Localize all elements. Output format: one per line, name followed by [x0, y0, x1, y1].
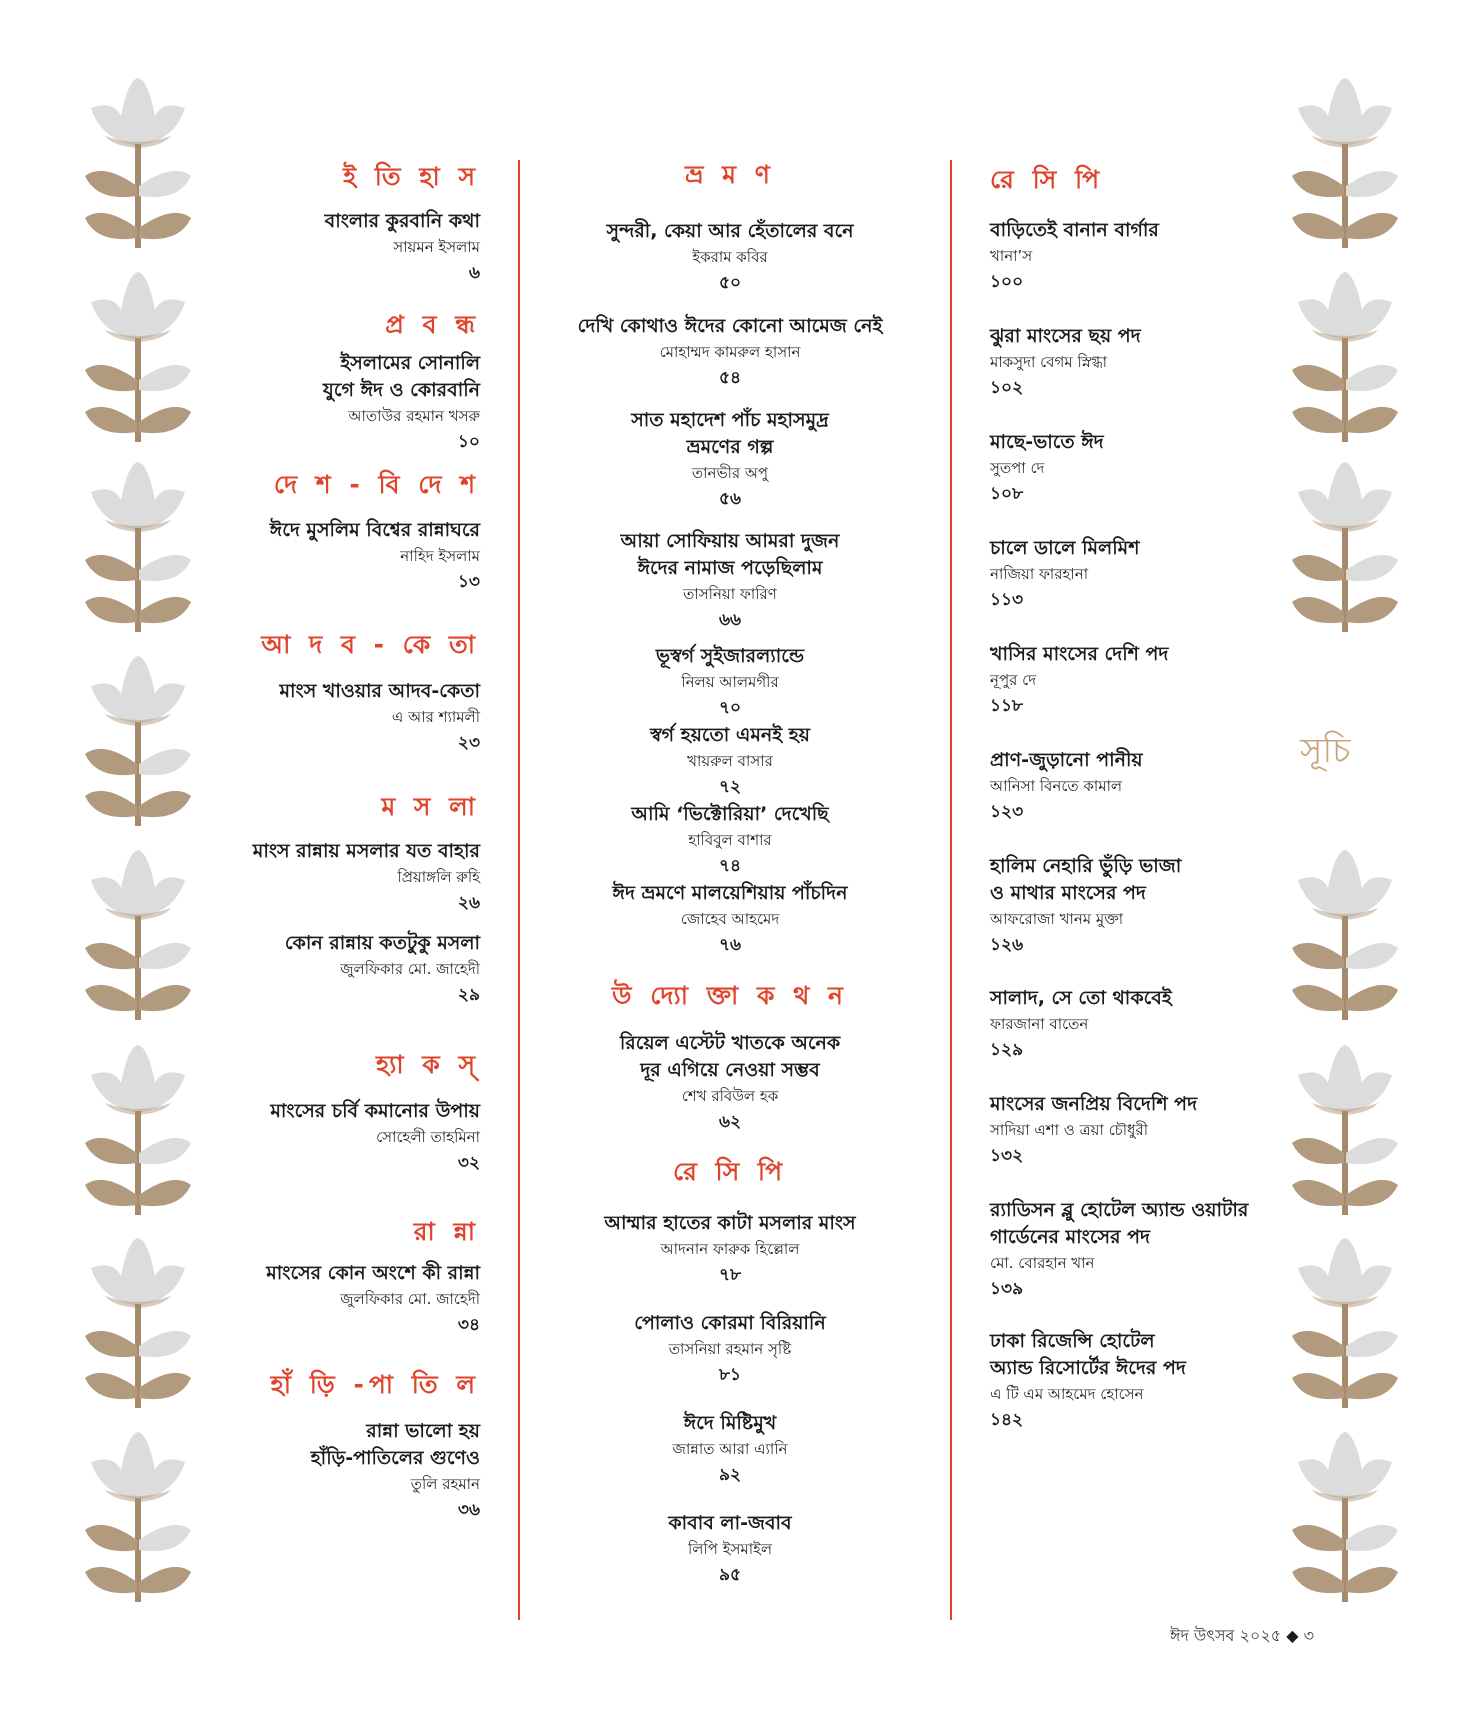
entry-title: মাংসের চর্বি কমানোর উপায়	[270, 1100, 480, 1122]
entry-title: আম্মার হাতের কাটা মসলার মাংস	[604, 1212, 856, 1234]
section-heading: উ দ্যো ক্তা ক থ ন	[612, 981, 848, 1010]
entry-author: জোহেব আহমেদ	[680, 910, 780, 928]
entry-title	[530, 1030, 930, 1084]
entry-title	[990, 853, 1290, 907]
entry-author: ফারজানা বাতেন	[990, 1015, 1089, 1033]
section-heading: রা ন্না	[413, 1217, 480, 1246]
entry-page: ১৪২	[990, 1410, 1024, 1430]
entry-title-line: গার্ডেনের মাংসের পদ	[990, 1226, 1150, 1248]
entry-author: এ টি এম আহমেদ হোসেন	[990, 1385, 1144, 1403]
entry-author: মো. বোরহান খান	[990, 1254, 1095, 1272]
toc-entry[interactable]	[530, 880, 930, 959]
entry-page: ৬২	[718, 1112, 742, 1132]
toc-entry[interactable]	[170, 1098, 480, 1177]
entry-title: প্রাণ-জুড়ানো পানীয়	[990, 749, 1143, 771]
entry-title-line: অ্যান্ড রিসোর্টের ঈদের পদ	[990, 1357, 1186, 1379]
entry-page: ৬	[468, 263, 480, 283]
entry-page: ২৩	[457, 733, 480, 753]
section-heading: হাঁ ড়ি -পা তি ল	[270, 1370, 480, 1399]
flower-decoration	[1290, 78, 1400, 248]
entry-title: মাংসের জনপ্রিয় বিদেশি পদ	[990, 1093, 1198, 1115]
entry-author: মাকসুদা বেগম স্নিগ্ধা	[990, 353, 1107, 371]
entry-title	[990, 1197, 1290, 1251]
toc-entry[interactable]	[990, 985, 1290, 1064]
flower-decoration	[1290, 1238, 1400, 1408]
section-heading: আ দ ব - কে তা	[261, 630, 480, 659]
entry-title-line: হালিম নেহারি ভুঁড়ি ভাজা	[990, 855, 1182, 877]
entry-author: সাদিয়া এশা ও ত্রয়া চৌধুরী	[990, 1121, 1148, 1139]
entry-author: আফরোজা খানম মুক্তা	[990, 910, 1124, 928]
entry-author: তুলি রহমান	[410, 1475, 480, 1493]
entry-title-line: রিয়েল এস্টেট খাতকে অনেক	[619, 1032, 841, 1054]
toc-entry[interactable]	[990, 429, 1290, 508]
entry-page: ৩২	[457, 1153, 480, 1173]
entry-title: মাংস রান্নায় মসলার যত বাহার	[252, 840, 480, 862]
footer-page-number: ৩	[1303, 1626, 1315, 1645]
entry-page: ৬৬	[718, 610, 742, 630]
toc-entry[interactable]	[170, 930, 480, 1009]
toc-entry[interactable]	[530, 643, 930, 722]
entry-title-line: ঢাকা রিজেন্সি হোটেল	[990, 1330, 1155, 1352]
toc-entry[interactable]	[990, 747, 1290, 826]
entry-author: লিপি ইসমাইল	[687, 1540, 773, 1558]
divider-line-right	[950, 160, 952, 1620]
entry-author: সুতপা দে	[990, 459, 1045, 477]
flower-decoration	[1290, 1045, 1400, 1215]
toc-entry[interactable]	[530, 1310, 930, 1389]
entry-title-line: আয়া সোফিয়ায় আমরা দুজন	[620, 530, 840, 552]
entry-title	[530, 407, 930, 461]
section-heading: রে সি পি	[990, 165, 1105, 194]
entry-author: আতাউর রহমান খসরু	[348, 407, 480, 425]
entry-title: মাংস খাওয়ার আদব-কেতা	[279, 680, 480, 702]
toc-entry[interactable]	[530, 722, 930, 801]
entry-author: জুলফিকার মো. জাহেদী	[340, 1290, 480, 1308]
entry-author: তানভীর অপু	[691, 464, 769, 482]
entry-author: সোহেলী তাহমিনা	[376, 1128, 480, 1146]
entry-page: ৭২	[718, 777, 742, 797]
toc-entry[interactable]	[990, 1197, 1290, 1303]
entry-author: আনিসা বিনতে কামাল	[990, 777, 1123, 795]
entry-page: ২৯	[457, 985, 480, 1005]
entry-title-line: রান্না ভালো হয়	[366, 1420, 480, 1442]
toc-entry[interactable]	[170, 517, 480, 596]
toc-entry[interactable]	[530, 1410, 930, 1489]
entry-author: তাসনিয়া রহমান সৃষ্টি	[668, 1340, 792, 1358]
entry-page: ২৬	[457, 893, 480, 913]
entry-title: কোন রান্নায় কতটুকু মসলা	[284, 932, 480, 954]
flower-decoration	[1290, 272, 1400, 442]
index-title: সূচি	[1300, 731, 1351, 771]
entry-author: নিলয় আলমগীর	[681, 673, 779, 691]
entry-title-line: ঈদের নামাজ পড়েছিলাম	[637, 557, 823, 579]
toc-entry[interactable]	[530, 801, 930, 880]
entry-author: এ আর শ্যামলী	[391, 708, 480, 726]
entry-title: স্বর্গ হয়তো এমনই হয়	[650, 724, 810, 746]
entry-author: নূপুর দে	[990, 671, 1037, 689]
entry-author: খায়রুল বাসার	[687, 752, 773, 770]
entry-page: ৫৪	[718, 368, 742, 388]
entry-title: দেখি কোথাও ঈদের কোনো আমেজ নেই	[577, 315, 883, 337]
section-heading: ই তি হা স	[343, 162, 480, 191]
entry-page: ১০	[457, 432, 480, 452]
entry-page: ৭৪	[718, 856, 742, 876]
entry-title: মাংসের কোন অংশে কী রান্না	[266, 1262, 480, 1284]
entry-author: সায়মন ইসলাম	[393, 238, 480, 256]
entry-author: নাহিদ ইসলাম	[400, 547, 480, 565]
toc-entry[interactable]	[530, 1030, 930, 1136]
flower-decoration	[1290, 1432, 1400, 1602]
entry-title	[170, 1418, 480, 1472]
entry-page: ৭৮	[718, 1265, 742, 1285]
toc-entry[interactable]	[990, 323, 1290, 402]
entry-page: ৩৬	[457, 1500, 480, 1520]
section-heading: প্র ব ন্ধ	[385, 310, 480, 339]
footer-text: ঈদ উৎসব ২০২৫	[1170, 1626, 1282, 1645]
section-heading: হ্যা ক স্	[375, 1050, 480, 1079]
toc-entry[interactable]	[530, 528, 930, 634]
toc-entry[interactable]	[170, 838, 480, 917]
entry-author: জুলফিকার মো. জাহেদী	[340, 960, 480, 978]
entry-page: ৭০	[718, 698, 742, 718]
section-heading: ভ্র ম ণ	[685, 160, 775, 189]
toc-entry[interactable]	[530, 407, 930, 513]
entry-title-line: ভ্রমণের গল্প	[686, 436, 774, 458]
entry-page: ১০৮	[990, 484, 1024, 504]
page-footer	[1170, 1623, 1314, 1650]
entry-title: ঈদ ভ্রমণে মালয়েশিয়ায় পাঁচদিন	[612, 882, 848, 904]
entry-title-line: যুগে ঈদ ও কোরবানি	[322, 379, 480, 401]
entry-title: সুন্দরী, কেয়া আর হেঁতালের বনে	[606, 220, 854, 242]
entry-page: ১২৯	[990, 1040, 1024, 1060]
entry-author: ইকরাম কবির	[692, 248, 768, 266]
entry-page: ৫৬	[718, 489, 742, 509]
entry-title: সালাদ, সে তো থাকবেই	[990, 987, 1172, 1009]
section-heading: রে সি পি	[672, 1157, 788, 1186]
entry-page: ১১৩	[990, 590, 1024, 610]
entry-author: জান্নাত আরা এ্যানি	[672, 1440, 788, 1458]
toc-entry[interactable]	[990, 641, 1290, 720]
section-heading: দে শ - বি দে শ	[273, 470, 480, 499]
entry-title	[990, 1328, 1290, 1382]
entry-page: ১২৩	[990, 802, 1024, 822]
toc-entry[interactable]	[530, 218, 930, 297]
entry-page: ১৩২	[990, 1146, 1024, 1166]
entry-title: ঝুরা মাংসের ছয় পদ	[990, 325, 1141, 347]
entry-author: প্রিয়াঙ্গলি রুহি	[397, 868, 480, 886]
toc-entry[interactable]	[530, 313, 930, 392]
entry-page: ৮১	[718, 1365, 742, 1385]
flower-decoration	[1290, 850, 1400, 1020]
divider-line-left	[518, 160, 520, 1620]
toc-entry[interactable]	[170, 350, 480, 456]
toc-entry[interactable]	[990, 1091, 1290, 1170]
toc-entry[interactable]	[990, 535, 1290, 614]
entry-page: ১০২	[990, 378, 1024, 398]
toc-entry[interactable]	[170, 678, 480, 757]
toc-entry[interactable]	[990, 1328, 1290, 1434]
entry-title: খাসির মাংসের দেশি পদ	[990, 643, 1169, 665]
entry-author: মোহাম্মদ কামরুল হাসান	[659, 343, 801, 361]
toc-entry[interactable]	[170, 208, 480, 287]
toc-entry[interactable]	[170, 1260, 480, 1339]
entry-page: ১২৬	[990, 935, 1024, 955]
entry-page: ৭৬	[718, 935, 742, 955]
entry-title-line: সাত মহাদেশ পাঁচ মহাসমুদ্র	[631, 409, 829, 431]
toc-entry[interactable]	[530, 1510, 930, 1589]
toc-entry[interactable]	[170, 1418, 480, 1524]
entry-title: চালে ডালে মিলমিশ	[990, 537, 1140, 559]
entry-author: শেখ রবিউল হক	[681, 1087, 779, 1105]
entry-title-line: ও মাথার মাংসের পদ	[990, 882, 1146, 904]
entry-title: ঈদে মুসলিম বিশ্বের রান্নাঘরে	[269, 519, 480, 541]
entry-page: ১৩	[457, 572, 480, 592]
toc-entry[interactable]	[530, 1210, 930, 1289]
entry-title-line: দূর এগিয়ে নেওয়া সম্ভব	[640, 1059, 820, 1081]
entry-title	[530, 528, 930, 582]
toc-entry[interactable]	[990, 217, 1290, 296]
entry-title: আমি ‘ভিক্টোরিয়া’ দেখেছি	[631, 803, 829, 825]
toc-entry[interactable]	[990, 853, 1290, 959]
entry-page: ১১৮	[990, 696, 1024, 716]
entry-author: নাজিয়া ফারহানা	[990, 565, 1089, 583]
diamond-icon: ◆	[1286, 1626, 1299, 1645]
section-heading: ম স লা	[381, 792, 480, 821]
entry-author: খানা’স	[990, 247, 1033, 265]
entry-title: কাবাব লা-জবাব	[668, 1512, 792, 1534]
entry-author: তাসনিয়া ফারিণ	[683, 585, 777, 603]
entry-title	[170, 350, 480, 404]
entry-title: মাছে-ভাতে ঈদ	[990, 431, 1104, 453]
entry-page: ১৩৯	[990, 1279, 1024, 1299]
entry-title: ঈদে মিষ্টিমুখ	[683, 1412, 777, 1434]
entry-page: ৩৪	[457, 1315, 480, 1335]
entry-title: ভূস্বর্গ সুইজারল্যান্ডে	[655, 645, 805, 667]
entry-author: হাবিবুল বাশার	[688, 831, 772, 849]
entry-title-line: হাঁড়ি-পাতিলের গুণেও	[310, 1447, 480, 1469]
entry-page: ১০০	[990, 272, 1024, 292]
entry-title: বাংলার কুরবানি কথা	[324, 210, 480, 232]
entry-page: ৯২	[718, 1465, 742, 1485]
entry-author: আদনান ফারুক হিল্লোল	[660, 1240, 800, 1258]
entry-title: বাড়িতেই বানান বার্গার	[990, 219, 1159, 241]
entry-title: পোলাও কোরমা বিরিয়ানি	[634, 1312, 826, 1334]
entry-page: ৫০	[718, 273, 742, 293]
entry-page: ৯৫	[718, 1565, 742, 1585]
entry-title-line: ইসলামের সোনালি	[340, 352, 480, 374]
entry-title-line: র‍্যাডিসন ব্লু হোটেল অ্যান্ড ওয়াটার	[990, 1199, 1249, 1221]
flower-decoration	[1290, 462, 1400, 632]
